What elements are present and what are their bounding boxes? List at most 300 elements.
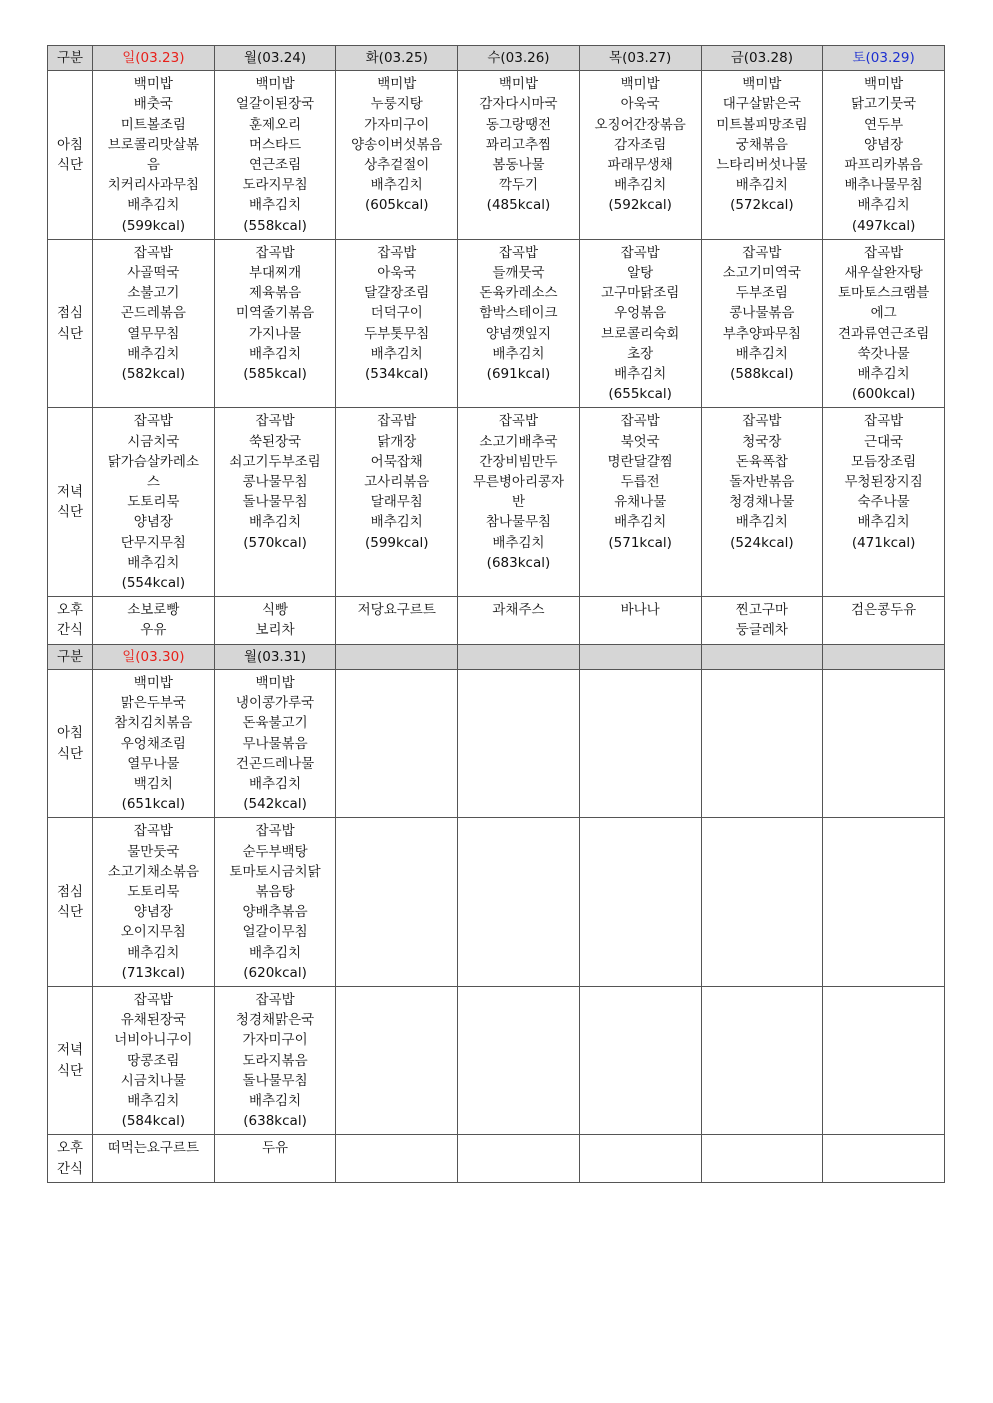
menu-cell: [336, 239, 458, 408]
menu-cell: [336, 597, 458, 644]
snack-label-line: 오후: [56, 602, 84, 619]
menu-item: 시금치나물: [120, 1072, 186, 1089]
menu-item: 간장비빔만두: [479, 453, 558, 470]
menu-item: 백미밥: [255, 674, 295, 691]
menu-item: (655kcal): [608, 386, 672, 403]
menu-cell: [214, 818, 336, 987]
menu-item: 감자다시마국: [479, 96, 558, 113]
menu-item: 잡곡밥: [255, 413, 295, 430]
menu-cell: [214, 1135, 336, 1182]
snack-label-line: 간식: [56, 1160, 84, 1177]
menu-item: 얼갈이무침: [242, 924, 308, 941]
menu-item: 무청된장지짐: [844, 474, 923, 491]
week2-header-row: [48, 644, 945, 669]
menu-cell: [458, 71, 580, 240]
menu-item: 제육볶음: [248, 285, 302, 302]
menu-item: 도토리묵: [127, 883, 180, 900]
menu-item: 쑥갓나물: [857, 345, 910, 362]
menu-item: 배추김치: [492, 534, 545, 551]
menu-cell: [336, 986, 458, 1134]
menu-item: 검은콩두유: [851, 602, 917, 619]
menu-cell: [214, 239, 336, 408]
menu-item: (485kcal): [486, 197, 551, 214]
lunch-label: [48, 818, 93, 987]
menu-item: 배추김치: [248, 1092, 302, 1109]
menu-item: 잡곡밥: [742, 413, 782, 430]
menu-item: 토마토스크램블: [837, 285, 930, 302]
dinner-label: [48, 408, 93, 597]
menu-cell: [701, 239, 823, 408]
menu-item: 파프리카볶음: [844, 157, 923, 174]
menu-cell: [823, 597, 945, 644]
menu-item: (534kcal): [364, 366, 429, 383]
menu-cell: [701, 986, 823, 1134]
menu-item: (570kcal): [243, 534, 307, 551]
menu-item: 잡곡밥: [620, 244, 660, 261]
menu-item: 시금치국: [127, 433, 180, 450]
menu-item: 배추김치: [735, 514, 788, 531]
menu-item: 배추김치: [735, 177, 788, 194]
menu-cell: [823, 71, 945, 240]
menu-item: 과채주스: [492, 602, 545, 619]
menu-item: 잡곡밥: [133, 991, 173, 1008]
menu-cell: [823, 669, 945, 817]
breakfast-label-line: 식단: [56, 157, 84, 174]
menu-item: 잡곡밥: [498, 244, 539, 261]
menu-item: 유채된장국: [120, 1012, 186, 1029]
day-header: 목(03.27): [579, 46, 701, 71]
menu-item: 배추김치: [248, 944, 302, 961]
menu-item: 소고기채소볶음: [107, 863, 199, 880]
menu-item: 깍두기: [498, 177, 539, 194]
day-header: 월(03.24): [214, 46, 336, 71]
menu-cell: [458, 1135, 580, 1182]
menu-item: 배추김치: [492, 345, 545, 362]
menu-item: 초장: [627, 345, 654, 362]
menu-item: 참치김치볶음: [114, 715, 193, 732]
menu-item: 우엉볶음: [614, 305, 667, 322]
menu-cell: [823, 239, 945, 408]
menu-item: 배추김치: [735, 345, 788, 362]
menu-cell: [93, 818, 215, 987]
menu-item: 알탕: [627, 265, 654, 282]
menu-item: 북엇국: [620, 433, 660, 450]
menu-item: 냉이콩가루국: [235, 695, 315, 712]
menu-item: 배추김치: [370, 345, 423, 362]
menu-item: 열무나물: [127, 755, 180, 772]
menu-item: 부대찌개: [248, 265, 302, 282]
menu-item: 오징어간장볶음: [594, 116, 686, 133]
menu-item: 배춧국: [133, 96, 173, 113]
week2-snack-row: [48, 1135, 945, 1182]
menu-item: (571kcal): [608, 534, 672, 551]
menu-item: 돈육폭찹: [735, 453, 788, 470]
menu-item: 새우살완자탕: [844, 265, 923, 282]
menu-item: 잡곡밥: [133, 413, 173, 430]
menu-item: 머스타드: [248, 136, 302, 153]
menu-item: (585kcal): [243, 366, 307, 383]
menu-item: 소보로빵: [127, 602, 180, 619]
menu-item: 연두부: [864, 116, 904, 133]
menu-item: 돌나물무침: [242, 1072, 308, 1089]
menu-item: 백미밥: [498, 76, 539, 93]
menu-item: 배추김치: [614, 366, 667, 383]
menu-cell: [458, 597, 580, 644]
menu-item: 상추겉절이: [364, 157, 430, 174]
menu-item: (524kcal): [730, 534, 794, 551]
menu-cell: [823, 408, 945, 597]
menu-item: 도라지볶음: [242, 1052, 308, 1069]
menu-item: 백미밥: [133, 674, 173, 691]
menu-cell: [579, 597, 701, 644]
menu-item: (588kcal): [730, 366, 794, 383]
menu-item: (599kcal): [121, 217, 186, 234]
menu-cell: [701, 71, 823, 240]
menu-item: 스: [146, 474, 160, 491]
menu-item: 배추김치: [127, 944, 180, 961]
menu-item: 견과류연근조림: [837, 325, 930, 342]
day-header: [458, 644, 580, 669]
dinner-label-line: 저녁: [56, 484, 84, 501]
menu-item: 배추김치: [248, 345, 302, 362]
division-label: 구분: [48, 46, 93, 71]
lunch-label-line: 식단: [56, 325, 84, 342]
menu-item: 배추김치: [857, 366, 910, 383]
day-header: 토(03.29): [823, 46, 945, 71]
menu-item: 배추김치: [127, 197, 180, 214]
menu-item: (651kcal): [121, 796, 186, 813]
menu-item: 소불고기: [127, 285, 180, 302]
menu-item: 잡곡밥: [133, 823, 173, 840]
menu-item: 미트볼조림: [120, 116, 186, 133]
menu-item: 연근조림: [248, 157, 302, 174]
day-header: 일(03.23): [93, 46, 215, 71]
menu-item: 열무무침: [127, 325, 180, 342]
day-header: 일(03.30): [93, 644, 215, 669]
menu-item: 쇠고기두부조림: [229, 453, 321, 470]
menu-item: 물만둣국: [127, 843, 180, 860]
menu-item: 잡곡밥: [620, 413, 660, 430]
menu-cell: [458, 669, 580, 817]
snack-label: [48, 597, 93, 644]
menu-item: (713kcal): [121, 964, 186, 981]
menu-item: 저당요구르트: [357, 602, 436, 619]
division-label: 구분: [48, 644, 93, 669]
menu-item: 배추김치: [370, 514, 423, 531]
menu-item: 배추김치: [370, 177, 423, 194]
menu-item: 잡곡밥: [133, 244, 173, 261]
menu-item: 잡곡밥: [255, 244, 295, 261]
menu-item: 백김치: [133, 775, 173, 792]
menu-item: 닭고기뭇국: [851, 96, 917, 113]
dinner-label: [48, 986, 93, 1134]
week2-lunch-row: [48, 818, 945, 987]
menu-item: 땅콩조림: [127, 1052, 180, 1069]
menu-cell: [701, 597, 823, 644]
dinner-label-line: 저녁: [56, 1042, 84, 1059]
menu-item: (605kcal): [364, 197, 429, 214]
menu-item: 돈육불고기: [242, 715, 308, 732]
menu-item: 사골떡국: [127, 265, 180, 282]
menu-item: 숙주나물: [857, 494, 910, 511]
day-header: [579, 644, 701, 669]
menu-item: 우엉채조림: [120, 735, 186, 752]
menu-item: 곤드레볶음: [120, 305, 186, 322]
menu-item: 궁채볶음: [735, 136, 788, 153]
menu-cell: [214, 597, 336, 644]
week1-header-row: [48, 46, 945, 71]
menu-item: 아욱국: [620, 96, 660, 113]
menu-cell: [458, 408, 580, 597]
menu-item: 떠먹는요구르트: [107, 1140, 199, 1157]
menu-item: 맑은두부국: [120, 695, 186, 712]
meal-plan-table: [47, 45, 945, 1183]
menu-item: 봄동나물: [492, 157, 545, 174]
week1-snack-row: [48, 597, 945, 644]
menu-item: 고사리볶음: [364, 474, 430, 491]
menu-cell: [93, 71, 215, 240]
menu-item: 백미밥: [377, 76, 417, 93]
menu-cell: [579, 818, 701, 987]
day-header: 화(03.25): [336, 46, 458, 71]
menu-cell: [579, 669, 701, 817]
day-header: 금(03.28): [701, 46, 823, 71]
menu-item: 백미밥: [620, 76, 660, 93]
menu-item: (620kcal): [243, 964, 307, 981]
menu-cell: [458, 239, 580, 408]
menu-item: (554kcal): [121, 575, 186, 592]
menu-item: 배추김치: [614, 177, 667, 194]
week2-breakfast-row: [48, 669, 945, 817]
menu-item: (683kcal): [486, 554, 551, 571]
menu-cell: [93, 1135, 215, 1182]
menu-item: 감자조림: [614, 136, 667, 153]
menu-item: 닭가슴살카레소: [107, 453, 199, 470]
menu-item: (497kcal): [851, 217, 916, 234]
menu-item: 에그: [870, 305, 897, 322]
menu-item: 돌자반볶음: [729, 474, 795, 491]
menu-item: 돌나물무침: [242, 494, 308, 511]
breakfast-label-line: 아침: [56, 725, 84, 742]
menu-item: 바나나: [620, 602, 660, 619]
menu-item: 백미밥: [864, 76, 904, 93]
week2-dinner-row: [48, 986, 945, 1134]
menu-item: 잡곡밥: [742, 244, 782, 261]
menu-item: 소고기미역국: [722, 265, 801, 282]
menu-cell: [823, 986, 945, 1134]
menu-item: 오이지무침: [120, 924, 186, 941]
menu-cell: [579, 1135, 701, 1182]
menu-item: 달래무침: [370, 494, 423, 511]
dinner-label-line: 식단: [56, 1062, 84, 1079]
menu-item: 두부톳무침: [364, 325, 430, 342]
menu-cell: [214, 669, 336, 817]
menu-cell: [93, 597, 215, 644]
day-header: 월(03.31): [214, 644, 336, 669]
menu-item: 너비아니구이: [114, 1032, 193, 1049]
menu-cell: [458, 818, 580, 987]
menu-item: 가자미구이: [364, 116, 430, 133]
day-header: [823, 644, 945, 669]
menu-item: 들깨뭇국: [492, 265, 545, 282]
menu-item: 훈제오리: [248, 116, 302, 133]
menu-item: 배추김치: [614, 514, 667, 531]
menu-item: 닭개장: [377, 433, 417, 450]
menu-item: 반: [511, 494, 525, 511]
menu-cell: [336, 1135, 458, 1182]
menu-item: 백미밥: [742, 76, 782, 93]
menu-item: 배추김치: [857, 514, 910, 531]
menu-cell: [579, 71, 701, 240]
day-header: [336, 644, 458, 669]
menu-item: 꽈리고추찜: [485, 136, 552, 153]
menu-item: 볶음탕: [255, 883, 295, 900]
lunch-label-line: 점심: [56, 883, 84, 900]
menu-item: 두부조림: [735, 285, 788, 302]
menu-item: 배추김치: [248, 775, 302, 792]
menu-item: 단무지무침: [120, 534, 186, 551]
menu-item: (471kcal): [851, 534, 916, 551]
menu-item: 대구살맑은국: [722, 96, 801, 113]
menu-cell: [214, 71, 336, 240]
menu-item: (600kcal): [851, 386, 916, 403]
menu-cell: [701, 818, 823, 987]
menu-cell: [579, 408, 701, 597]
menu-item: 치커리사과무침: [107, 177, 199, 194]
snack-label-line: 간식: [56, 622, 84, 639]
menu-item: 두릅전: [620, 474, 660, 491]
menu-item: 쑥된장국: [248, 433, 302, 450]
menu-item: 잡곡밥: [377, 413, 417, 430]
day-header: [701, 644, 823, 669]
menu-item: (691kcal): [486, 366, 551, 383]
menu-cell: [579, 239, 701, 408]
menu-item: 양념깻잎지: [485, 325, 552, 342]
menu-item: 잡곡밥: [498, 413, 539, 430]
menu-item: (582kcal): [121, 366, 186, 383]
menu-item: (599kcal): [364, 534, 429, 551]
menu-item: (584kcal): [121, 1113, 186, 1130]
menu-cell: [336, 408, 458, 597]
menu-cell: [823, 1135, 945, 1182]
menu-cell: [214, 408, 336, 597]
menu-item: 청경채맑은국: [235, 1012, 315, 1029]
lunch-label-line: 점심: [56, 305, 84, 322]
menu-cell: [214, 986, 336, 1134]
lunch-label-line: 식단: [56, 904, 84, 921]
breakfast-label: [48, 669, 93, 817]
menu-item: 잡곡밥: [864, 413, 904, 430]
menu-item: 배추김치: [248, 197, 302, 214]
menu-cell: [701, 1135, 823, 1182]
menu-item: 파래무생채: [607, 157, 673, 174]
snack-label-line: 오후: [56, 1140, 84, 1157]
menu-item: (592kcal): [608, 197, 672, 214]
menu-item: 배추김치: [127, 345, 180, 362]
menu-item: 브로콜리맛살볶: [107, 136, 199, 153]
menu-item: 양념장: [864, 136, 904, 153]
menu-item: 동그랑땡전: [485, 116, 552, 133]
menu-cell: [336, 818, 458, 987]
menu-item: 미역줄기볶음: [235, 305, 315, 322]
menu-cell: [336, 71, 458, 240]
week1-dinner-row: [48, 408, 945, 597]
menu-cell: [93, 408, 215, 597]
menu-cell: [336, 669, 458, 817]
menu-item: 달걀장조림: [364, 285, 430, 302]
menu-item: (638kcal): [243, 1113, 307, 1130]
menu-item: 미트볼피망조림: [716, 116, 808, 133]
menu-item: (572kcal): [730, 197, 794, 214]
menu-item: 더덕구이: [370, 305, 423, 322]
breakfast-label: [48, 71, 93, 240]
menu-item: 참나물무침: [485, 514, 552, 531]
menu-item: 소고기배추국: [479, 433, 558, 450]
menu-item: 두유: [262, 1140, 289, 1157]
menu-item: 청국장: [742, 433, 782, 450]
menu-item: 식빵: [262, 602, 289, 619]
menu-item: 콩나물볶음: [729, 305, 795, 322]
menu-item: 얼갈이된장국: [235, 96, 315, 113]
menu-item: 고구마닭조림: [601, 285, 680, 302]
menu-item: 느타리버섯나물: [716, 157, 808, 174]
menu-item: 잡곡밥: [255, 823, 295, 840]
meal-plan-body: [48, 46, 945, 1183]
menu-item: 둥글레차: [735, 622, 788, 639]
menu-item: 유채나물: [614, 494, 667, 511]
menu-item: 모듬장조림: [851, 453, 917, 470]
menu-item: 양념장: [133, 514, 173, 531]
menu-item: 가자미구이: [242, 1032, 308, 1049]
menu-item: 도토리묵: [127, 494, 180, 511]
menu-item: 배추김치: [857, 197, 910, 214]
menu-item: 순두부백탕: [242, 843, 308, 860]
week1-breakfast-row: [48, 71, 945, 240]
menu-item: 함박스테이크: [479, 305, 558, 322]
menu-item: 토마토시금치닭: [229, 863, 321, 880]
menu-item: 돈육카레소스: [479, 285, 558, 302]
menu-item: 음: [146, 157, 160, 174]
week1-lunch-row: [48, 239, 945, 408]
menu-item: 백미밥: [133, 76, 173, 93]
menu-item: 아욱국: [377, 265, 417, 282]
menu-item: 배추김치: [127, 554, 180, 571]
menu-item: 브로콜리숙회: [601, 325, 680, 342]
menu-item: 배추나물무침: [844, 177, 923, 194]
menu-item: (558kcal): [243, 217, 307, 234]
menu-cell: [823, 818, 945, 987]
menu-item: 잡곡밥: [864, 244, 904, 261]
menu-item: 콩나물무침: [242, 474, 308, 491]
menu-item: 배추김치: [127, 1092, 180, 1109]
menu-item: 잡곡밥: [377, 244, 417, 261]
menu-cell: [579, 986, 701, 1134]
menu-cell: [701, 669, 823, 817]
lunch-label: [48, 239, 93, 408]
menu-item: 무른병아리콩자: [472, 474, 565, 491]
menu-item: 명란달걀찜: [607, 453, 673, 470]
menu-item: 백미밥: [255, 76, 295, 93]
menu-cell: [93, 239, 215, 408]
breakfast-label-line: 아침: [56, 136, 84, 153]
menu-item: (542kcal): [243, 796, 307, 813]
menu-item: 건곤드레나물: [235, 755, 315, 772]
menu-item: 양배추볶음: [242, 904, 308, 921]
menu-item: 배추김치: [248, 514, 302, 531]
menu-item: 찐고구마: [735, 602, 788, 619]
menu-item: 누룽지탕: [370, 96, 423, 113]
menu-cell: [93, 669, 215, 817]
